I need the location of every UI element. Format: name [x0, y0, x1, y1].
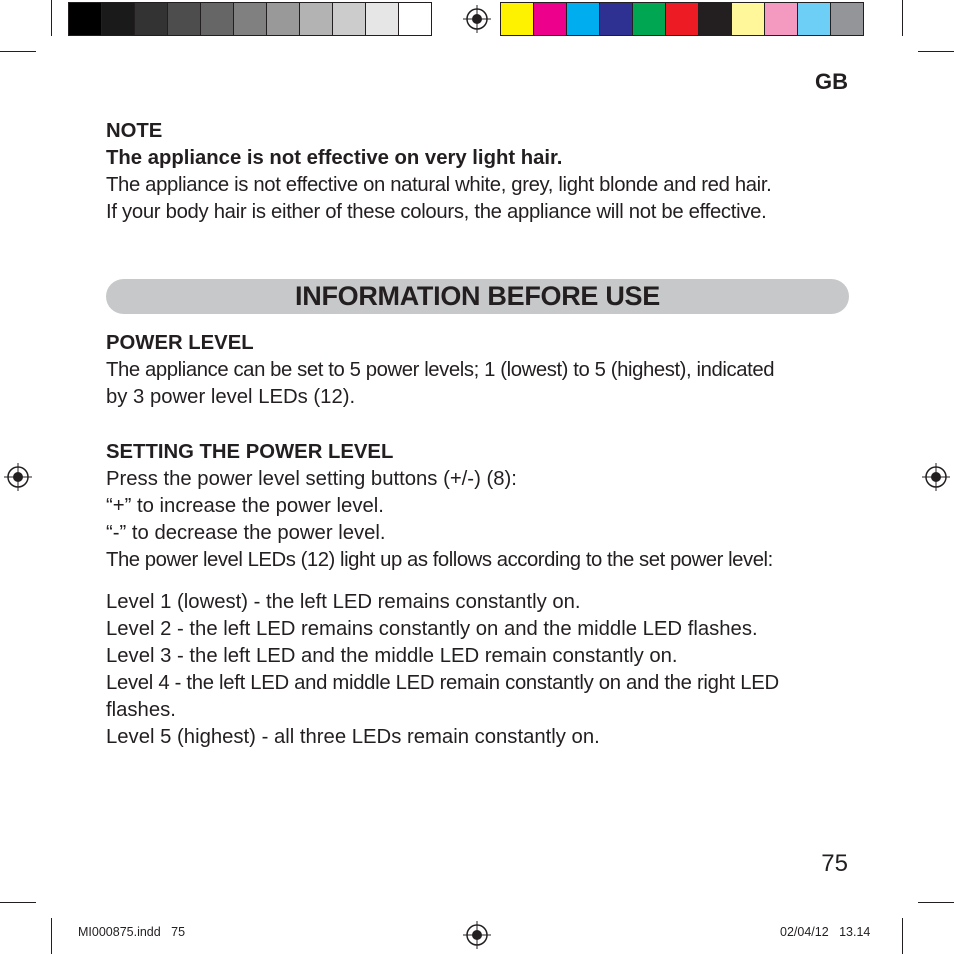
setting-line-2: “+” to increase the power level. — [106, 495, 384, 517]
grayscale-color-bar — [68, 2, 432, 36]
setting-line-1: Press the power level setting buttons (+/-) (8): — [106, 468, 517, 490]
gray-swatch — [168, 2, 201, 36]
section-banner — [106, 279, 849, 314]
registration-mark-icon — [463, 921, 491, 949]
power-level-heading: POWER LEVEL — [106, 332, 254, 354]
registration-mark-icon — [4, 463, 32, 491]
setting-line-4: The power level LEDs (12) light up as follows according to the set power level: — [106, 549, 773, 571]
color-swatch — [831, 2, 864, 36]
color-swatch — [534, 2, 567, 36]
crop-mark-top-right-v — [902, 0, 903, 36]
level-4-line: Level 4 - the left LED and middle LED remain constantly on and the right LED — [106, 672, 779, 694]
process-color-bar — [500, 2, 864, 36]
color-swatch — [567, 2, 600, 36]
color-swatch — [765, 2, 798, 36]
crop-mark-bottom-left-h — [0, 902, 36, 903]
level-3-line: Level 3 - the left LED and the middle LED remain constantly on. — [106, 645, 678, 667]
gray-swatch — [399, 2, 432, 36]
color-swatch — [732, 2, 765, 36]
gray-swatch — [201, 2, 234, 36]
registration-mark-icon — [922, 463, 950, 491]
level-1-line: Level 1 (lowest) - the left LED remains constantly on. — [106, 591, 581, 613]
level-4-line-continued: flashes. — [106, 699, 176, 721]
gray-swatch — [135, 2, 168, 36]
gray-swatch — [102, 2, 135, 36]
power-level-line-1: The appliance can be set to 5 power levels; 1 (lowest) to 5 (highest), indicated — [106, 359, 775, 381]
note-subheading: The appliance is not effective on very light hair. — [106, 147, 563, 169]
power-level-line-2: by 3 power level LEDs (12). — [106, 386, 356, 408]
registration-mark-icon — [463, 5, 491, 33]
crop-mark-bottom-right-v — [902, 918, 903, 954]
setting-line-3: “-” to decrease the power level. — [106, 522, 386, 544]
level-5-line: Level 5 (highest) - all three LEDs remain constantly on. — [106, 726, 600, 748]
note-line-1: The appliance is not effective on natural white, grey, light blonde and red hair. — [106, 174, 772, 196]
gray-swatch — [68, 2, 102, 36]
page-number: 75 — [821, 850, 848, 877]
level-2-line: Level 2 - the left LED remains constantly on and the middle LED flashes. — [106, 618, 758, 640]
color-swatch — [798, 2, 831, 36]
setting-heading: SETTING THE POWER LEVEL — [106, 441, 394, 463]
color-swatch — [633, 2, 666, 36]
note-heading: NOTE — [106, 120, 163, 142]
note-line-2: If your body hair is either of these colours, the appliance will not be effective. — [106, 201, 767, 223]
gray-swatch — [366, 2, 399, 36]
crop-mark-top-left-v — [51, 0, 52, 36]
color-swatch — [500, 2, 534, 36]
crop-mark-bottom-left-v — [51, 918, 52, 954]
crop-mark-top-right-h — [918, 51, 954, 52]
gray-swatch — [234, 2, 267, 36]
slug-date-time: 02/04/12 13.14 — [780, 925, 871, 939]
color-swatch — [600, 2, 633, 36]
color-swatch — [666, 2, 699, 36]
crop-mark-top-left-h — [0, 51, 36, 52]
gray-swatch — [333, 2, 366, 36]
gray-swatch — [300, 2, 333, 36]
slug-file-info: MI000875.indd 75 — [78, 925, 186, 939]
language-tag: GB — [815, 69, 848, 94]
gray-swatch — [267, 2, 300, 36]
color-swatch — [699, 2, 732, 36]
section-banner-title: INFORMATION BEFORE USE — [295, 281, 660, 311]
crop-mark-bottom-right-h — [918, 902, 954, 903]
